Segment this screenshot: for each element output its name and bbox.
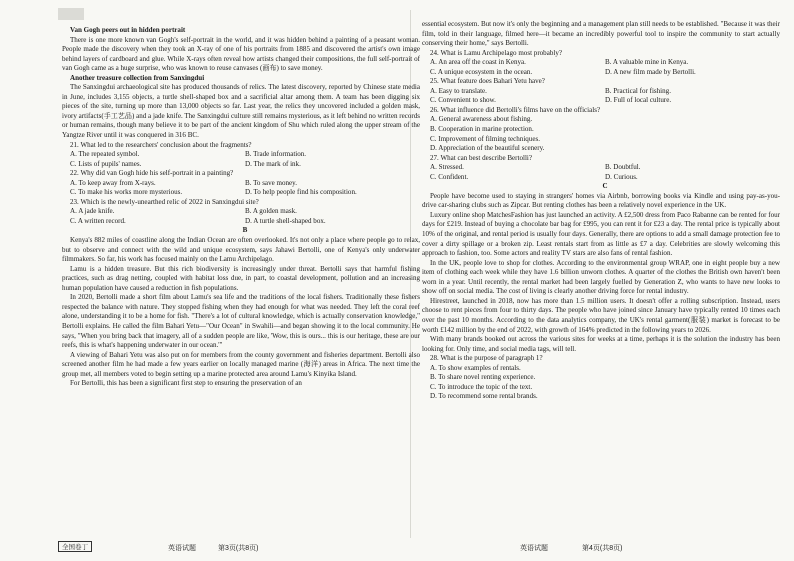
question-23: 23. Which is the newly-unearthed relic of 2022 in Sanxingdui site? bbox=[70, 197, 259, 206]
options-26 bbox=[422, 115, 780, 153]
option: A. General awareness about fishing. bbox=[430, 115, 533, 124]
paragraph: Hirestreet, launched in 2018, now has more than 1.5 million users. It doesn't offer a rolling subscription. Instead, users choose to rent pieces from four to thirty days. The people who have joined since January have typically rented 10 times each over the past 10 months. According to the data analytics company, the UK's rental garment(服装) market is forecast to be worth £142 million by the end of 2022, with growth of 164% predicted in the following years to 2026. bbox=[422, 296, 780, 334]
option: A. Easy to translate. bbox=[430, 86, 487, 95]
option: A. An area off the coast in Kenya. bbox=[430, 58, 526, 67]
option: D. Appreciation of the beautiful scenery. bbox=[430, 144, 545, 153]
option: A. To keep away from X-rays. bbox=[70, 178, 156, 187]
option: D. The mark of ink. bbox=[245, 159, 301, 168]
question-26: 26. What influence did Bertolli's films have on the officials? bbox=[430, 105, 601, 114]
option: C. Confident. bbox=[430, 172, 469, 181]
footer-page-left: 第3页(共8页) bbox=[218, 545, 259, 552]
question-25: 25. What feature does Bahari Yetu have? bbox=[430, 77, 545, 86]
options-21 bbox=[62, 150, 420, 169]
paragraph: A viewing of Bahari Yetu was also put on for members from the county government and fisheries department. Bertolli also screened another film he had made a few years earlier on locally managed marine (海洋) areas in Africa. The next time the group met, all members voted to begin setting up a marine protected area around Lamu's Kinyika Island. bbox=[62, 350, 420, 378]
scan-smudge bbox=[58, 8, 84, 20]
option: D. Full of local culture. bbox=[605, 96, 672, 105]
question-28: 28. What is the purpose of paragraph 1? bbox=[430, 354, 543, 363]
question-22: 22. Why did van Gogh hide his self-portrait in a painting? bbox=[70, 169, 234, 178]
passage-title-van-gogh: Van Gogh peers out in hidden portrait bbox=[70, 26, 186, 34]
paragraph: There is one more known van Gogh's self-portrait in the world, and it was hidden behind a painting of a peasant woman. People made the discovery when they took an X-ray of one of his portraits from 1885 and discovered the artist's own image behind layers of cardboard and glue. While X-rays often reveal how artists changed their compositions, the full self-portrait of van Gogh came as a huge surprise, who was known to reuse canvases (画布) to save money. bbox=[62, 35, 420, 73]
option: D. To recommend some rental brands. bbox=[430, 392, 538, 401]
options-22 bbox=[62, 179, 420, 198]
option: C. Improvement of filming techniques. bbox=[430, 134, 540, 143]
section-b-heading: B bbox=[242, 226, 248, 235]
option: C. To make his works more mysterious. bbox=[70, 188, 183, 197]
left-column bbox=[62, 26, 420, 389]
option: A. A jade knife. bbox=[70, 207, 115, 216]
paragraph: People have become used to staying in strangers' homes via Airbnb, borrowing books via Kindle and using pay-as-you-drive car-sharing clubs such as Zipcar. But renting clothes has been a relatively novel experience in the UK. bbox=[422, 191, 780, 210]
footer-subject-left: 英语试题 bbox=[168, 545, 196, 552]
footer-page-right: 第4页(共8页) bbox=[582, 545, 623, 552]
question-27: 27. What can best describe Bertolli? bbox=[430, 153, 533, 162]
option: C. A unique ecosystem in the ocean. bbox=[430, 67, 533, 76]
options-25 bbox=[422, 87, 780, 106]
option: A. To show examples of rentals. bbox=[430, 363, 521, 372]
option: B. Trade information. bbox=[245, 150, 307, 159]
option: B. Doubtful. bbox=[605, 163, 641, 172]
option: B. To share novel renting experience. bbox=[430, 373, 536, 382]
option: C. Lists of pupils' names. bbox=[70, 159, 142, 168]
option: D. Curious. bbox=[605, 172, 638, 181]
footer-subject-right: 英语试题 bbox=[520, 545, 548, 552]
paragraph: For Bertolli, this has been a significant first step to ensuring the preservation of an bbox=[70, 379, 302, 388]
option: D. A turtle shell-shaped box. bbox=[245, 216, 326, 225]
passage-title-sanxingdui: Another treasure collection from Sanxingdui bbox=[70, 73, 205, 82]
paragraph: The Sanxingdui archaeological site has produced thousands of relics. The latest discovery, reported by Chinese state media in June, includes 3,155 objects, a turtle shell-shaped box and a sacrificial altar among them. A team has been digging six pieces of the site, turning up more than 13,000 objects so far. Last year, the relics they uncovered included a golden mask, ivory artifacts(手工艺品) and a jade knife. The Sanxingdui culture still remains mysterious, as it left behind no written records or human remains, though many believe it to be part of the ancient kingdom of Shu which ruled along the upper stream of the Yangtze River until it was conquered in 316 BC. bbox=[62, 83, 420, 140]
options-23 bbox=[62, 207, 420, 226]
option: C. A written record. bbox=[70, 216, 126, 225]
option: A. Stressed. bbox=[430, 163, 464, 172]
option: B. A valuable mine in Kenya. bbox=[605, 58, 689, 67]
option: B. To save money. bbox=[245, 178, 297, 187]
options-24 bbox=[422, 58, 780, 77]
paragraph: Kenya's 882 miles of coastline along the Indian Ocean are often overlooked. It's not only a place where people go to relax, but to observe and connect with the wild and unique ecosystem, says Jahawi Bertolli, one of Kenya's only underwater filmmakers. So far, his work has focused mainly on the Lamu Archipelago. bbox=[62, 236, 420, 264]
option: A. The repeated symbol. bbox=[70, 150, 140, 159]
paragraph: In the UK, people love to shop for clothes. According to the environmental group WRAP, one in eight people buy a new item of clothing each week while they have 1.6 billion unworn clothes. A quarter of the clothes the British own haven't been worn in a year. Until recently, the rental market had been largely fuelled by Generation Z, who wants to have new looks to show off on social media. The cost of living is clearly another driving force for rental industry. bbox=[422, 258, 780, 296]
paragraph: Luxury online shop MatchesFashion has just launched an activity. A £2,500 dress from Paco Rabanne can be rented for four days for £219. Instead of buying a chocolate bar bag for £995, you can rent it for £23 a day. The rental price is typically about 10% of the original, and rental period is usually four days. Generally, there are options to add a small damage protection fee to cover a dirty spillage or a broken zip. Least rentals start from as little as £7 a day. Celebrities are slowly welcoming this approach to fashion, too. Some actors and reality TV stars are also fans of rental fashion. bbox=[422, 210, 780, 258]
paragraph: In 2020, Bertolli made a short film about Lamu's sea life and the traditions of the local fishers. Traditionally these fishers respected the balance with nature. They stopped fishing when they had enough for what was needed. They left the coral reef alone, understanding it to be a home for fish. "There's a lot of cultural knowledge, which is actually conservation knowledge," Bertolli explains. He called the film Bahari Yetu—"Our Ocean" in Swahili—and began showing it to the local community. He says, "When you bring back that imagery, all of a sudden people are like, 'Wow, this is ours... this is our heritage, these are our reefs, this is what's happening underwater in our ocean.'" bbox=[62, 293, 420, 350]
options-28 bbox=[422, 364, 780, 402]
option: B. Cooperation in marine protection. bbox=[430, 125, 534, 134]
option: B. A golden mask. bbox=[245, 207, 297, 216]
paragraph: essential ecosystem. But now it's only the beginning and a management plan still needs to be established. "Because it was their film, told in their language, filmed here—it became an incredibly powerful tool to inspire the community to start actually conserving their home," says Bertolli. bbox=[422, 20, 780, 48]
question-24: 24. What is Lamu Archipelago most probably? bbox=[430, 48, 562, 57]
right-column bbox=[422, 20, 780, 402]
paragraph: Lamu is a hidden treasure. But this rich biodiversity is increasingly under threat. Bertolli says that harmful fishing practices, such as drag netting, coupled with habitat loss due, in part, to coastal development, pollution and an increasing human population have caused a reduction in fish populations. bbox=[62, 264, 420, 292]
option: D. To help people find his composition. bbox=[245, 188, 357, 197]
section-c-heading: C bbox=[602, 182, 608, 191]
option: B. Practical for fishing. bbox=[605, 86, 671, 95]
question-21: 21. What led to the researchers' conclusion about the fragments? bbox=[70, 140, 252, 149]
options-27 bbox=[422, 163, 780, 182]
exam-version-tag: 全国卷丁 bbox=[58, 541, 92, 552]
option: C. To introduce the topic of the text. bbox=[430, 382, 533, 391]
option: C. Convenient to show. bbox=[430, 96, 496, 105]
option: D. A new film made by Bertolli. bbox=[605, 67, 696, 76]
paragraph: With many brands booked out across the various sites for weeks at a time, perhaps it is the solution the industry has been looking for. Only time, and social media tags, will tell. bbox=[422, 335, 780, 353]
